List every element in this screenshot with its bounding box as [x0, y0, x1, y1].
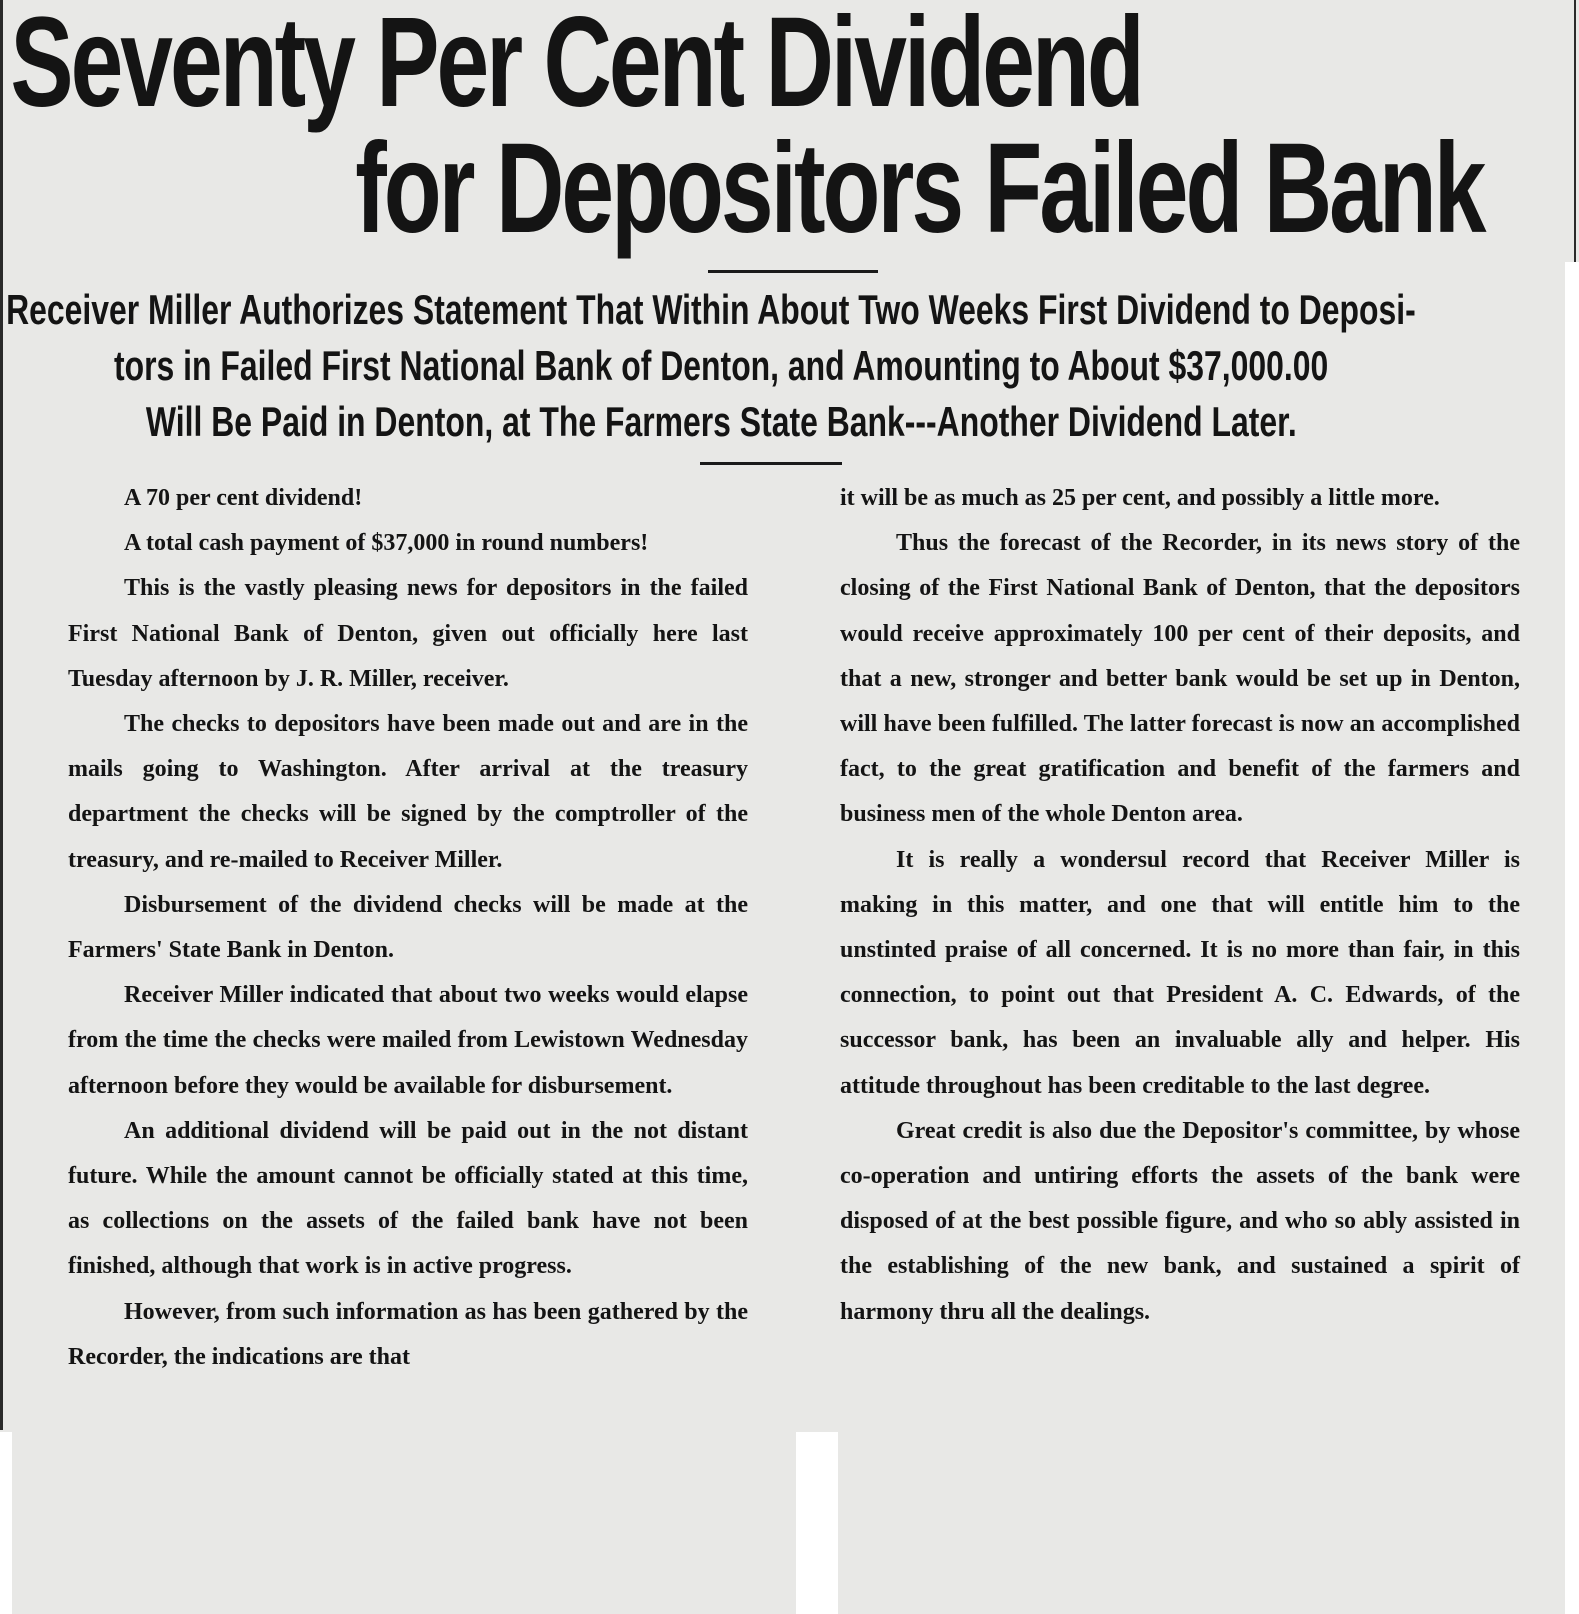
paragraph: Great credit is also due the Depositor's committee, by whose co-operation and untiring efforts the assets of the bank were disposed of at the best possible figure, and who so ably assisted in the establishing of the new bank, and sustained a spirit of harmony thru all the dealings.	[840, 1117, 1520, 1325]
headline-line-1: Seventy Per Cent Dividend	[10, 0, 1142, 134]
paragraph: However, from such information as has been gathered by the Recorder, the indications are that	[68, 1298, 748, 1370]
paragraph: This is the vastly pleasing news for depositors in the failed First National Bank of Denton, given out officially here last Tuesday afternoon by J. R. Miller, receiver.	[68, 575, 748, 692]
clipping-cutout-left	[0, 1432, 12, 1614]
paragraph: Disbursement of the dividend checks will be made at the Farmers' State Bank in Denton.	[68, 891, 748, 964]
paragraph: A 70 per cent dividend!	[124, 485, 363, 511]
headline-line-2: for Depositors Failed Bank	[355, 117, 1484, 260]
divider-rule-top	[708, 270, 878, 273]
article-column-left	[68, 476, 748, 1380]
clipping-cutout-right	[1565, 262, 1579, 1614]
subheadline-line-3: Will Be Paid in Denton, at The Farmers State Bank---Another Dividend Later.	[145, 398, 1297, 445]
subheadline-line-2: tors in Failed First National Bank of Denton, and Amounting to About $37,000.00	[114, 342, 1329, 389]
article-column-right	[840, 476, 1520, 1335]
paragraph: Thus the forecast of the Recorder, in its news story of the closing of the First National Bank of Denton, that the depositors would receive approximately 100 per cent of their deposits, and that a new, stronger and better bank would be set up in Denton, will have been fulfilled. The latter forecast is now an accomplished fact, to the great gratification and benefit of the farmers and business men of the whole Denton area.	[840, 530, 1520, 828]
headline	[0, 0, 1484, 260]
subheadline-line-1: Receiver Miller Authorizes Statement That Within About Two Weeks First Dividend to Deposi-	[6, 286, 1416, 333]
paragraph: A total cash payment of $37,000 in round numbers!	[124, 530, 649, 557]
paragraph: Receiver Miller indicated that about two weeks would elapse from the time the checks were mailed from Lewistown Wednesday afternoon before they would be available for disbursement.	[68, 982, 748, 1099]
paragraph: It is really a wondersul record that Receiver Miller is making in this matter, and one that will entitle him to the unstinted praise of all concerned. It is no more than fair, in this connection, to point out that President A. C. Edwards, of the successor bank, has been an invaluable ally and helper. His attitude throughout has been creditable to the last degree.	[840, 846, 1520, 1099]
subheadline	[0, 282, 1579, 450]
clipping-edge-right	[1574, 0, 1576, 262]
paragraph: The checks to depositors have been made out and are in the mails going to Washington. After arrival at the treasury department the checks will be signed by the comptroller of the treasury, and re-mailed to Receiver Miller.	[68, 711, 748, 873]
divider-rule-bottom	[700, 462, 842, 465]
clipping-cutout-middle	[796, 1432, 838, 1614]
paragraph-continued: it will be as much as 25 per cent, and possibly a little more.	[840, 485, 1440, 511]
paragraph: An additional dividend will be paid out in the not distant future. While the amount cannot be officially stated at this time, as collections on the assets of the failed bank have not been finished, although that work is in active progress.	[68, 1117, 748, 1280]
